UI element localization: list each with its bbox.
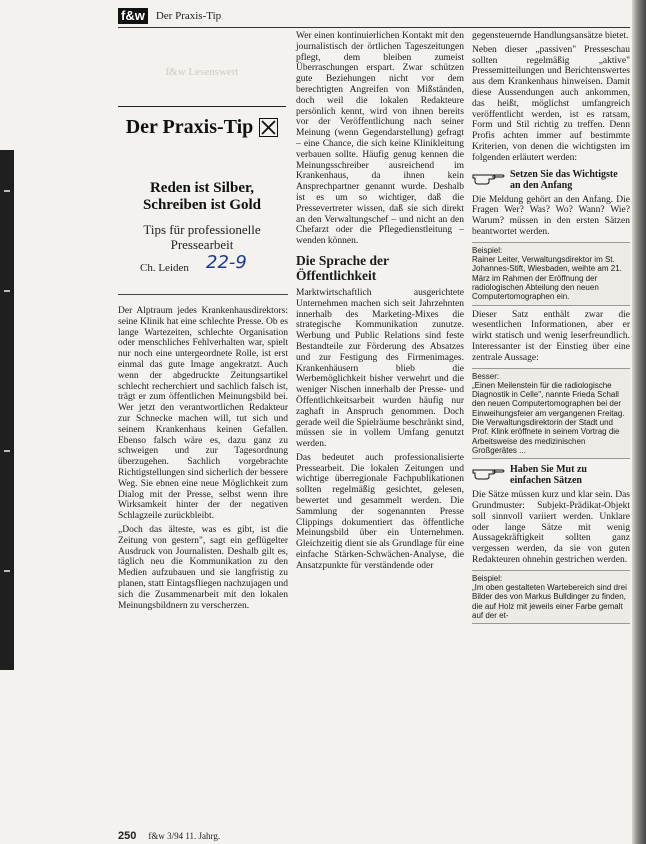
paragraph: Der Alptraum jedes Krankenhausdirektors: seine Klinik hat eine schlechte Presse. Ob es lange Wartezeiten, schlechte Organisation oder menschliches Fehlverhalten war, spielt nur noch eine untergeordnete Rolle, ist erst einmal das gute Image angekratzt. Auch wenn der abgedruckte Zeitungsartikel schlecht recherchiert und sachlich falsch ist, trägt er zum öffentlichen Meinungsbild bei. Wer jetzt den verantwortlichen Redakteur zur Schnecke machen will, tut sich und seinem Krankenhaus keinen Gefallen. Ebenso falsch wäre es, dazu ganz zu schweigen und zur Tagesordnung überzugehen. Sachlich vorgebrachte Richtigstellungen sind sicherlich der bessere Weg. Sie ebnen eine neue Möglichkeit zum Dialog mit der Presse, selbst wenn ihre Wirksamkeit hinter der der negativen Schlagzeile zurückbleibt. <box>118 306 288 522</box>
tip-heading <box>472 169 630 191</box>
section-title <box>118 116 286 139</box>
pointing-hand-icon <box>472 464 506 480</box>
example-text: „Einen Meilenstein für die radiologische Diagnostik in Celle", nannte Frieda Schall den neuen Computertomographen bei der Einweihungsfeier am vergangenen Freitag. Die Verwaltungsdirektorin der Stadt und Prof. Klink eröffnete in seinem Vortrag die Arbeitsweise des medizinischen Großgerätes ... <box>472 380 625 455</box>
journal-logo: f&w <box>118 8 148 24</box>
column-1 <box>118 306 288 614</box>
column-2 <box>296 31 464 575</box>
ghost-text: f&w Lesenswert <box>165 66 239 78</box>
journal-issue: f&w 3/94 11. Jahrg. <box>148 831 221 841</box>
section-label: Der Praxis-Tip <box>155 10 222 22</box>
example-box <box>472 242 630 306</box>
section-title-text: Der Praxis-Tip <box>125 116 254 138</box>
article-headline: Reden ist Silber, Schreiben ist Gold <box>142 180 262 213</box>
paragraph: Marktwirtschaftlich ausgerichtete Unternehmen machen sich seit Jahrzehnten innerhalb des Marketing-Mixes die strategische Kommunikation zunutze. Werbung und Public Relations sind feste Bestandteile zur Förderung des Absatzes und zur Festigung des Firmenimages. Krankenhäusern blieb die Werbemöglichkeit bisher verwehrt und die weniger Nischen innerhalb der Presse- und Öffentlichkeitsarbeit wurden häufig nur zaghaft in Anspruch genommen. Doch gerade weil die Spielräume beschränkt sind, müssen sie in vollem Umfang genutzt werden. <box>296 287 464 450</box>
column-3 <box>472 31 630 628</box>
paragraph: Die Sätze müssen kurz und klar sein. Das Grundmuster: Subjekt-Prädikat-Objekt soll sinnvoll variiert werden. Unklare oder lange Sätze mit wenig Aussagekräftigkeit sollten ganz vergessen werden, da sie von guten Redakteuren ohnehin gestrichen werden. <box>472 490 630 565</box>
byline-rule <box>118 294 288 295</box>
running-header <box>118 6 221 26</box>
tip-heading-text: Haben Sie Mut zu einfachen Sätzen <box>510 464 587 487</box>
subheading: Die Sprache der Öffentlichkeit <box>296 252 389 283</box>
example-box <box>472 368 630 460</box>
page-stack-edge <box>632 0 646 844</box>
paragraph: Dieser Satz enthält zwar die wesentlichen Informationen, aber er wirkt statisch und wenig leserfreundlich. Interessanter ist der Einstieg über eine zentrale Aussage: <box>472 309 630 363</box>
page-number: 250 <box>118 830 137 842</box>
masthead <box>118 60 286 180</box>
paragraph: Das bedeutet auch professionalisierte Pressearbeit. Die lokalen Zeitungen und wichtige überregionale Fachpublikationen sollten regelmäßig gesichtet, gelesen, bewertet und gesammelt werden. Die Sammlung der sogenannten Presse Clippings dokumentiert das öffentliche Meinungsbild über ein Unternehmen. Gleichzeitig dient sie als Grundlage für eine einfache Stärken-Schwächen-Analyse, die Ansatzpunkte für verständende oder <box>296 452 464 571</box>
header-rule <box>118 27 630 28</box>
paragraph: Die Meldung gehört an den Anfang. Die Fragen Wer? Was? Wo? Wann? Wie? Warum? müssen in den ersten Sätzen beantwortet werden. <box>472 194 630 237</box>
paragraph: Wer einen kontinuierlichen Kontakt mit den journalistisch der örtlichen Tageszeitungen pflegt, dem bleiben zumeist Überraschungen erspart. Zwar schützen gute Beziehungen nicht vor dem berechtigten Angreifen von Mißständen, doch weil die lokalen Redakteure persönlich kennt, wird von ihnen bereits vor der Veröffentlichung nach seiner Meinung (wenn Gegendarstellung) gefragt – eine Chance, die sich keine Klinikleitung verbauen sollte. Häufig genug kennen die Meinungsschreiber ausreichend im Krankenhaus, da ihnen kein Ansprechpartner genannt wurde. Deshalb ist es um so wichtiger, daß die Pressevertreter wissen, daß sie sich direkt an den Verwaltungschef – und nicht an den Chefarzt oder die Pflegedienstleitung – wenden können. <box>296 31 464 247</box>
checkbox-x-icon <box>259 118 278 137</box>
tip-heading <box>472 464 630 486</box>
binding-strip <box>0 150 14 670</box>
paragraph: „Doch das älteste, was es gibt, ist die Zeitung von gestern", sagt ein geflügelter Ausdruck von Journalisten. Deshalb gilt es, täglich neu die Kommunikation zu den Medien aufzubauen und sie langfristig zu planen, statt Eintagsfliegen nachzujagen und sich die Zusammenarbeit mit den lokalen Meinungsbildnern zu verscherzen. <box>118 524 288 611</box>
handwritten-note: 22-9 <box>206 252 247 273</box>
article-subhead: Tips für professionelle Pressearbeit <box>143 222 261 252</box>
tip-heading-text: Setzen Sie das Wichtigste an den Anfang <box>510 168 618 191</box>
example-label: Beispiel: <box>472 573 503 583</box>
author-byline: Ch. Leiden <box>140 262 189 274</box>
masthead-rule <box>118 106 286 107</box>
example-label: Beispiel: <box>472 245 503 255</box>
page-footer <box>118 830 220 842</box>
example-text: Rainer Leiter, Verwaltungsdirektor im St. Johannes-Stift, Wiesbaden, weihte am 21. März im Rahmen der Eröffnung der radiologischen Abteilung den neuen Computertomographen ein. <box>472 255 622 302</box>
example-box <box>472 570 630 624</box>
example-text: „Im oben gestalteten Wartebereich sind drei Bilder des von Markus Bulldinger zu finden, die auf Holz mit jeweils einer Farbe gemalt auf der et- <box>472 583 627 620</box>
pointing-hand-icon <box>472 169 506 185</box>
paragraph: Neben dieser „passiven" Presseschau sollten regelmäßig „aktive" Pressemitteilungen und Berichtenswertes aus dem Krankenhaus hinweisen. Damit diese Aussendungen auch ankommen, das heißt, möglichst umfangreich veröffentlicht werden, ist es ratsam, Form und Stil richtig zu treffen. Denn Profis achten immer auf bestimmte Kriterien, von denen die wichtigsten im folgenden erläutert werden: <box>472 44 630 163</box>
example-label: Besser: <box>472 371 500 381</box>
paragraph: gegensteuernde Handlungsansätze bietet. <box>472 31 629 41</box>
